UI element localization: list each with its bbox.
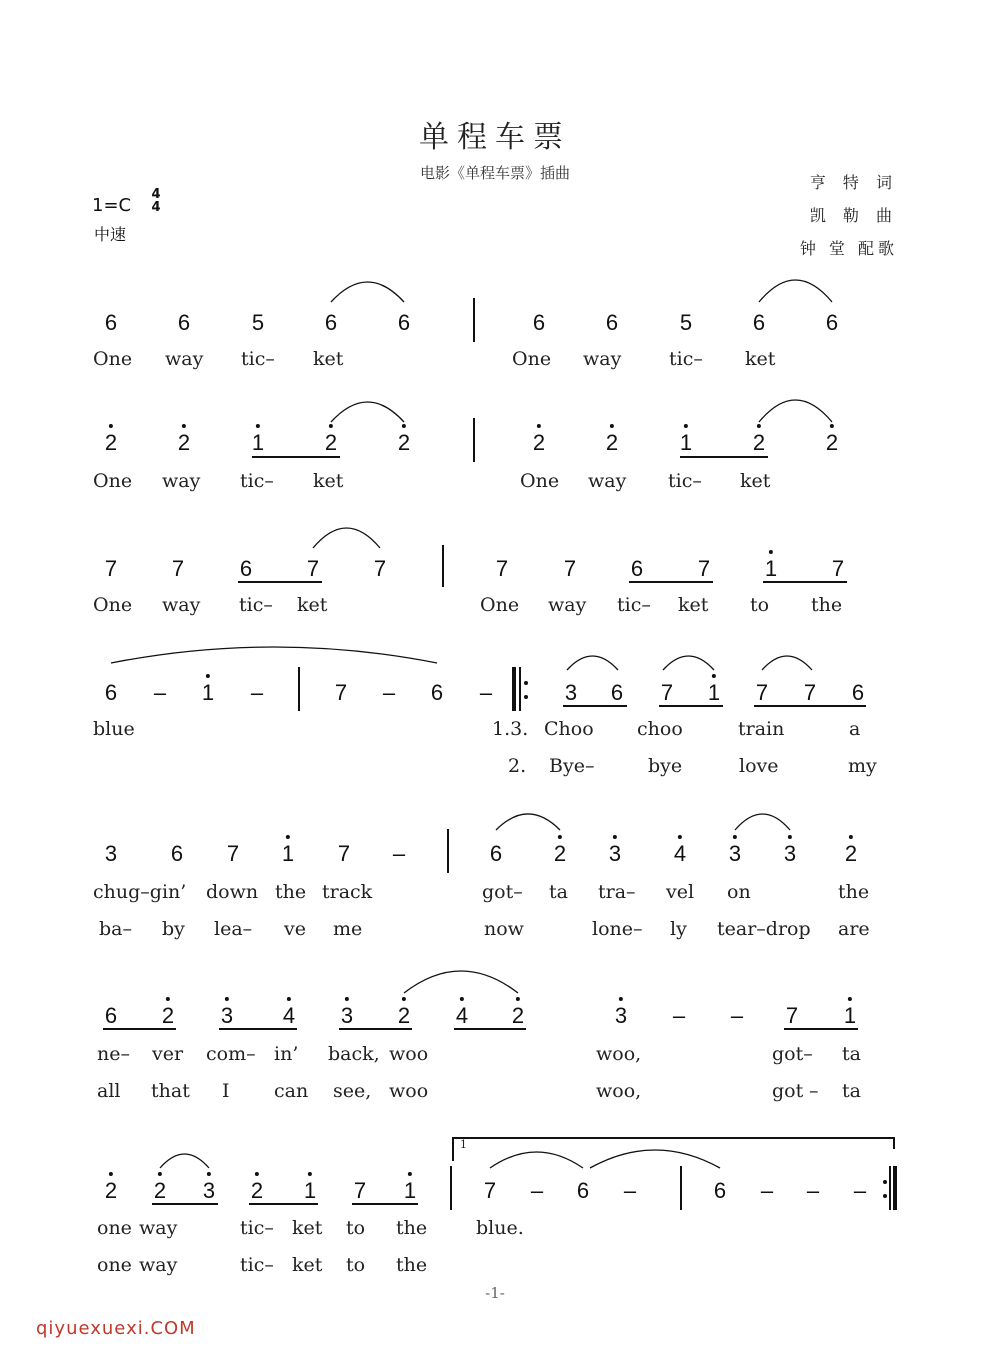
lyric-word: all [97, 1080, 121, 1102]
sustain-dash: – [760, 1178, 774, 1203]
note: 2 [511, 1003, 525, 1028]
key-signature: 1=C [92, 195, 132, 216]
note: 7 [306, 556, 320, 581]
note: 3 [614, 1003, 628, 1028]
slur [490, 1152, 583, 1168]
lyric-word: ket [678, 594, 709, 616]
lyric-word: way [588, 470, 627, 492]
watermark-text: qiyuexuexi.COM [36, 1318, 196, 1339]
note: 7 [755, 680, 769, 705]
lyric-word: ne– [97, 1043, 130, 1065]
note: 7 [563, 556, 577, 581]
lyric-word: ly [670, 918, 687, 940]
lyric-word: back, [328, 1043, 380, 1065]
lyric-word: way [165, 348, 204, 370]
lyric-word: tra– [598, 881, 636, 903]
note: 6 [104, 680, 118, 705]
note: 4 [282, 1003, 296, 1028]
time-signature-bottom: 4 [151, 200, 161, 215]
lyric-word: to [346, 1254, 366, 1276]
lyric-word: one [97, 1254, 132, 1276]
lyric-word: tic– [240, 1254, 274, 1276]
lyric-word: got– [482, 881, 523, 903]
note: 2 [153, 1178, 167, 1203]
lyric-word: my [848, 755, 877, 777]
lyric-word: by [162, 918, 185, 940]
lyric-word: ket [292, 1217, 323, 1239]
note: 6 [489, 841, 503, 866]
note: 6 [752, 310, 766, 335]
sustain-dash: – [530, 1178, 544, 1203]
note: 6 [170, 841, 184, 866]
lyric-word: tic– [239, 594, 273, 616]
lyric-word: way [139, 1254, 178, 1276]
note: 6 [630, 556, 644, 581]
note: 7 [373, 556, 387, 581]
note: 2 [104, 430, 118, 455]
lyric-word: com– [206, 1043, 256, 1065]
note: 3 [564, 680, 578, 705]
lyric-word: ver [152, 1043, 184, 1065]
lyric-word: One [93, 348, 133, 370]
lyric-word: ket [313, 348, 344, 370]
lyric-word: One [520, 470, 560, 492]
lyric-word: ket [740, 470, 771, 492]
note: 3 [220, 1003, 234, 1028]
slur [663, 656, 714, 670]
note: 7 [171, 556, 185, 581]
note: 2 [825, 430, 839, 455]
sustain-dash: – [479, 680, 493, 705]
lyricist-credit: 亨 特 词 [809, 173, 898, 192]
lyric-word: the [275, 881, 307, 903]
lyric-word: to [750, 594, 770, 616]
lyric-word: I [222, 1080, 230, 1102]
lyric-word: tic– [668, 470, 702, 492]
lyric-word: blue. [476, 1217, 524, 1239]
slur [111, 647, 437, 663]
lyric-word: one [97, 1217, 132, 1239]
note: 7 [104, 556, 118, 581]
lyric-word: woo, [596, 1080, 642, 1102]
lyric-word: the [396, 1254, 428, 1276]
note: 7 [337, 841, 351, 866]
lyric-word: got [772, 1080, 804, 1102]
lyric-word: a [849, 718, 861, 740]
lyric-word: woo, [596, 1043, 642, 1065]
page-title: 单程车票 [419, 120, 571, 155]
lyric-word: the [838, 881, 870, 903]
lyric-word: 1.3. [492, 718, 529, 740]
lyric-word: – [809, 1080, 819, 1102]
note: 6 [104, 310, 118, 335]
sustain-dash: – [382, 680, 396, 705]
lyric-word: tic– [240, 1217, 274, 1239]
lyric-word: ve [284, 918, 306, 940]
lyric-word: in’ [274, 1043, 299, 1065]
note: 1 [281, 841, 295, 866]
slur [567, 656, 618, 670]
note: 7 [483, 1178, 497, 1203]
slur [762, 656, 812, 670]
note: 3 [728, 841, 742, 866]
note: 3 [608, 841, 622, 866]
note: 2 [397, 1003, 411, 1028]
lyric-word: on [727, 881, 751, 903]
lyric-word: lone– [592, 918, 643, 940]
note: 4 [455, 1003, 469, 1028]
lyric-word: me [333, 918, 363, 940]
lyric-word: way [162, 594, 201, 616]
lyric-word: vel [666, 881, 695, 903]
note: 6 [397, 310, 411, 335]
note: 6 [851, 680, 865, 705]
note: 1 [251, 430, 265, 455]
lyric-word: the [811, 594, 843, 616]
lyric-word: that [151, 1080, 190, 1102]
note: 6 [605, 310, 619, 335]
note: 1 [201, 680, 215, 705]
note: 7 [660, 680, 674, 705]
note: 6 [713, 1178, 727, 1203]
slur [160, 1154, 209, 1168]
lyric-word: ket [292, 1254, 323, 1276]
lyric-word: ta [842, 1043, 861, 1065]
lyric-word: tear–drop [717, 918, 811, 940]
lyric-word: Choo [544, 718, 594, 740]
note: 2 [250, 1178, 264, 1203]
lyric-word: train [738, 718, 785, 740]
slur [331, 282, 404, 302]
lyric-word: One [93, 594, 133, 616]
lyric-word: ta [549, 881, 568, 903]
sustain-dash: – [853, 1178, 867, 1203]
lyric-word: bye [648, 755, 683, 777]
note: 6 [430, 680, 444, 705]
note: 7 [495, 556, 509, 581]
lyric-word: ket [297, 594, 328, 616]
note: 2 [177, 430, 191, 455]
lyric-word: ket [313, 470, 344, 492]
sustain-dash: – [730, 1003, 744, 1028]
note: 7 [697, 556, 711, 581]
lyric-word: love [739, 755, 779, 777]
volta-label: 1 [460, 1138, 467, 1151]
sustain-dash: – [672, 1003, 686, 1028]
note: 2 [397, 430, 411, 455]
lyric-word: choo [637, 718, 683, 740]
lyric-word: the [396, 1217, 428, 1239]
page-number: -1- [485, 1284, 505, 1302]
lyric-word: Bye– [549, 755, 595, 777]
sustain-dash: – [392, 841, 406, 866]
note: 6 [177, 310, 191, 335]
lyric-word: see, [333, 1080, 372, 1102]
lyric-word: woo [389, 1043, 429, 1065]
note: 7 [785, 1003, 799, 1028]
note: 5 [679, 310, 693, 335]
note: 2 [605, 430, 619, 455]
slur [590, 1150, 720, 1168]
slur [759, 400, 832, 422]
note: 2 [161, 1003, 175, 1028]
lyric-word: now [484, 918, 524, 940]
lyric-word: ta [842, 1080, 861, 1102]
sustain-dash: – [250, 680, 264, 705]
note: 1 [764, 556, 778, 581]
note: 3 [783, 841, 797, 866]
note: 1 [679, 430, 693, 455]
note: 1 [303, 1178, 317, 1203]
note: 4 [673, 841, 687, 866]
note: 3 [202, 1178, 216, 1203]
note: 7 [831, 556, 845, 581]
note: 6 [825, 310, 839, 335]
slur [496, 814, 560, 830]
note: 2 [844, 841, 858, 866]
sustain-dash: – [623, 1178, 637, 1203]
slur [759, 280, 832, 302]
lyric-word: tic– [241, 348, 275, 370]
arranger-credit: 钟 堂 配歌 [799, 239, 898, 258]
lyric-word: One [512, 348, 552, 370]
note: 6 [532, 310, 546, 335]
tempo-marking: 中速 [94, 225, 127, 244]
time-signature-top: 4 [151, 187, 161, 202]
lyric-word: One [480, 594, 520, 616]
sustain-dash: – [153, 680, 167, 705]
note: 2 [752, 430, 766, 455]
note: 6 [239, 556, 253, 581]
note: 1 [707, 680, 721, 705]
note: 7 [803, 680, 817, 705]
note: 1 [403, 1178, 417, 1203]
note: 7 [226, 841, 240, 866]
lyric-word: down [206, 881, 259, 903]
note: 6 [324, 310, 338, 335]
note: 3 [104, 841, 118, 866]
lyric-word: One [93, 470, 133, 492]
lyric-word: ket [745, 348, 776, 370]
note: 2 [553, 841, 567, 866]
sustain-dash: – [806, 1178, 820, 1203]
note: 7 [334, 680, 348, 705]
lyric-word: way [162, 470, 201, 492]
lyric-word: 2. [508, 755, 527, 777]
note: 1 [843, 1003, 857, 1028]
lyric-word: blue [93, 718, 135, 740]
lyric-word: track [322, 881, 373, 903]
lyric-word: tic– [240, 470, 274, 492]
note: 7 [353, 1178, 367, 1203]
note: 5 [251, 310, 265, 335]
lyric-word: chug–gin’ [93, 881, 187, 903]
slur [404, 971, 518, 993]
lyric-word: ba– [99, 918, 132, 940]
composer-credit: 凯 勒 曲 [809, 206, 898, 225]
lyric-word: lea– [214, 918, 253, 940]
lyric-word: can [274, 1080, 309, 1102]
note: 2 [324, 430, 338, 455]
lyric-word: got– [772, 1043, 813, 1065]
lyric-word: to [346, 1217, 366, 1239]
slur [331, 402, 404, 422]
lyric-word: woo [389, 1080, 429, 1102]
lyric-word: tic– [669, 348, 703, 370]
lyric-word: way [139, 1217, 178, 1239]
lyric-word: way [548, 594, 587, 616]
page-subtitle: 电影《单程车票》插曲 [419, 164, 570, 182]
note: 3 [340, 1003, 354, 1028]
note: 6 [610, 680, 624, 705]
lyric-word: tic– [617, 594, 651, 616]
lyric-word: are [838, 918, 870, 940]
note: 2 [532, 430, 546, 455]
note: 6 [576, 1178, 590, 1203]
note: 2 [104, 1178, 118, 1203]
slur [735, 814, 790, 830]
note: 6 [104, 1003, 118, 1028]
lyric-word: way [583, 348, 622, 370]
slur [313, 528, 380, 548]
